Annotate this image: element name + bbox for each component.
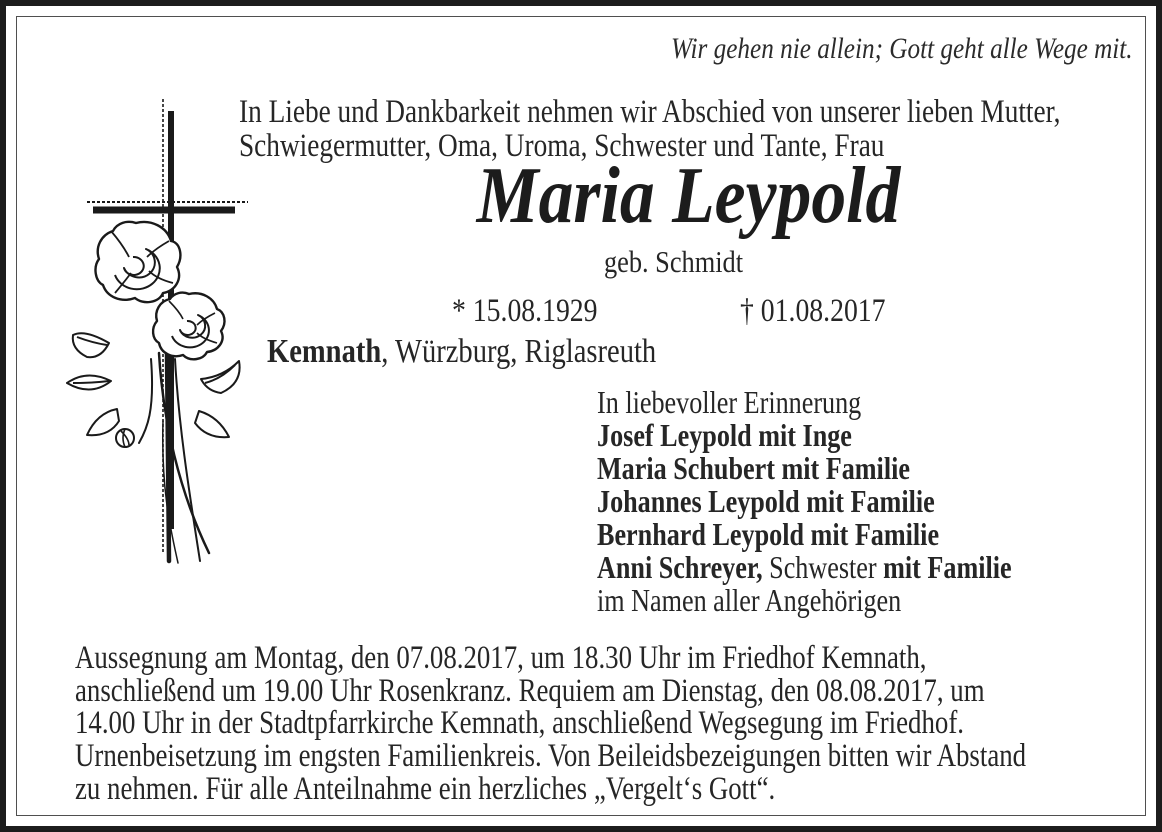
funeral-info-line: Urnenbeisetzung im engsten Familienkreis. Von Beileidsbezeigungen bitten wir Abstand [75, 738, 1027, 775]
memorial-block [597, 386, 1012, 617]
mourner-family: mit Familie [883, 550, 1012, 585]
mourner-line: Johannes Leypold mit Familie [597, 484, 935, 519]
motto-line: Wir gehen nie allein; Gott geht alle Wege mit. [671, 32, 1133, 65]
birth-date: * 15.08.1929 [452, 293, 598, 329]
mourner-line: im Namen aller Angehörigen [597, 583, 902, 618]
mourner-line [597, 551, 1012, 584]
funeral-info-line: Aussegnung am Montag, den 07.08.2017, um 18.30 Uhr im Friedhof Kemnath, [75, 640, 927, 676]
funeral-info-line: zu nehmen. Für alle Anteilnahme ein herzliches „Vergelt‘s Gott“. [75, 770, 776, 807]
rosebud-icon [116, 429, 134, 447]
funeral-info-paragraph [75, 642, 1026, 806]
mourner-name: Anni Schreyer, [597, 550, 770, 585]
cross-and-roses-icon [51, 91, 261, 581]
funeral-info-line: anschließend um 19.00 Uhr Rosenkranz. Requiem am Dienstag, den 08.08.2017, um [75, 672, 985, 709]
funeral-info-line: 14.00 Uhr in der Stadtpfarrkirche Kemnath, anschließend Wegsegung im Friedhof. [75, 705, 964, 742]
places-line [267, 333, 656, 371]
mourner-relation: Schwester [769, 550, 884, 585]
places-rest: , Würzburg, Riglasreuth [381, 333, 657, 370]
place-primary: Kemnath [267, 333, 382, 370]
mourner-line: Bernhard Leypold mit Familie [597, 517, 940, 552]
intro-line: In Liebe und Dankbarkeit nehmen wir Abschied von unserer lieben Mutter, [239, 94, 1061, 130]
memorial-heading: In liebevoller Erinnerung [597, 385, 862, 420]
maiden-name: geb. Schmidt [603, 244, 744, 279]
mourner-line: Maria Schubert mit Familie [597, 451, 910, 486]
mourner-line: Josef Leypold mit Inge [597, 418, 852, 453]
death-date: † 01.08.2017 [740, 293, 886, 329]
intro-line: Schwiegermutter, Oma, Uroma, Schwester und Tante, Frau [239, 127, 885, 164]
deceased-name: Maria Leypold [476, 150, 901, 240]
